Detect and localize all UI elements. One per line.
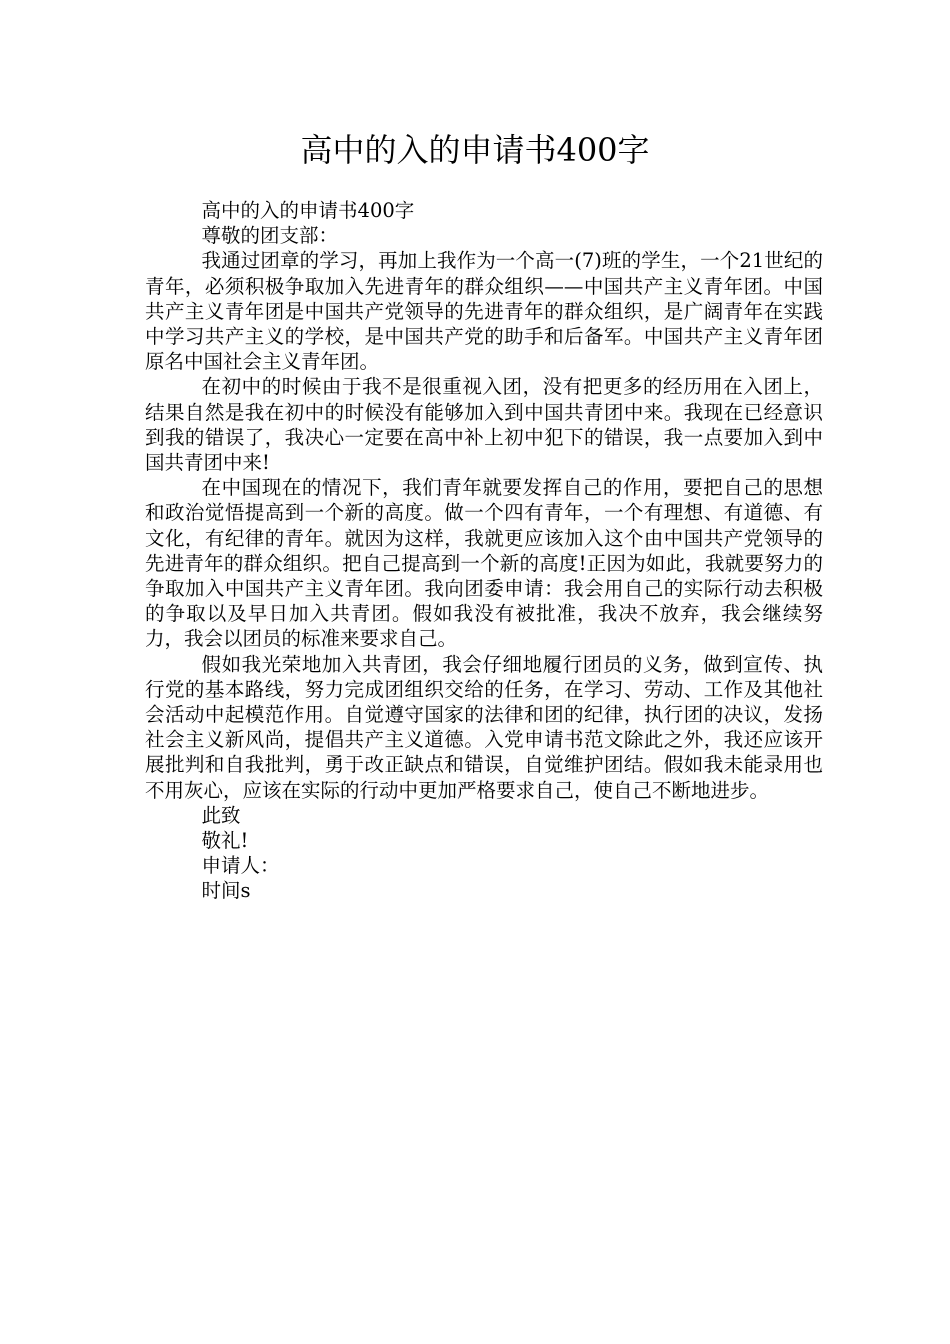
- salutation: 尊敬的团支部：: [201, 224, 339, 248]
- date-line: 时间s: [201, 879, 251, 903]
- subtitle-line: 高中的入的申请书400字: [201, 199, 415, 222]
- applicant-line: 申请人：: [201, 854, 280, 878]
- closing-line: 此致: [201, 803, 241, 827]
- paragraph-2: 在初中的时候由于我不是很重视入团，没有把更多的经历用在入团上，结果自然是我在初中的时候没有能够加入到中国共青团中来。我现在已经意识到我的错误了，我决心一定要在高中补上初中犯下的错误，我一点要加入到中国共青团中来!: [145, 375, 823, 475]
- paragraph-4: 假如我光荣地加入共青团，我会仔细地履行团员的义务，做到宣传、执行党的基本路线，努力完成团组织交给的任务，在学习、劳动、工作及其他社会活动中起模范作用。自觉遵守国家的法律和团的纪律，执行团的决议，发扬社会主义新风尚，提倡共产主义道德。入党申请书范文除此之外，我还应该开展批判和自我批判，勇于改正缺点和错误，自觉维护团结。假如我未能录用也不用灰心，应该在实际的行动中更加严格要求自己，使自己不断地进步。: [145, 652, 823, 802]
- document-body: [145, 198, 823, 904]
- regards-line: 敬礼!: [201, 829, 249, 853]
- paragraph-1: 我通过团章的学习，再加上我作为一个高一(7)班的学生，一个21世纪的青年，必须积极争取加入先进青年的群众组织——中国共产主义青年团。中国共产主义青年团是中国共产党领导的先进青年的群众组织，是广阔青年在实践中学习共产主义的学校，是中国共产党的助手和后备军。中国共产主义青年团原名中国社会主义青年团。: [145, 249, 823, 374]
- paragraph-3: 在中国现在的情况下，我们青年就要发挥自己的作用，要把自己的思想和政治觉悟提高到一个新的高度。做一个四有青年，一个有理想、有道德、有文化，有纪律的青年。就因为这样，我就更应该加入这个由中国共产党领导的先进青年的群众组织。把自己提高到一个新的高度!正因为如此，我就要努力的争取加入中国共产主义青年团。我向团委申请：我会用自己的实际行动去积极的争取以及早日加入共青团。假如我没有被批准，我决不放弃，我会继续努力，我会以团员的标准来要求自己。: [145, 476, 823, 651]
- document-title: 高中的入的申请书400字: [300, 131, 650, 169]
